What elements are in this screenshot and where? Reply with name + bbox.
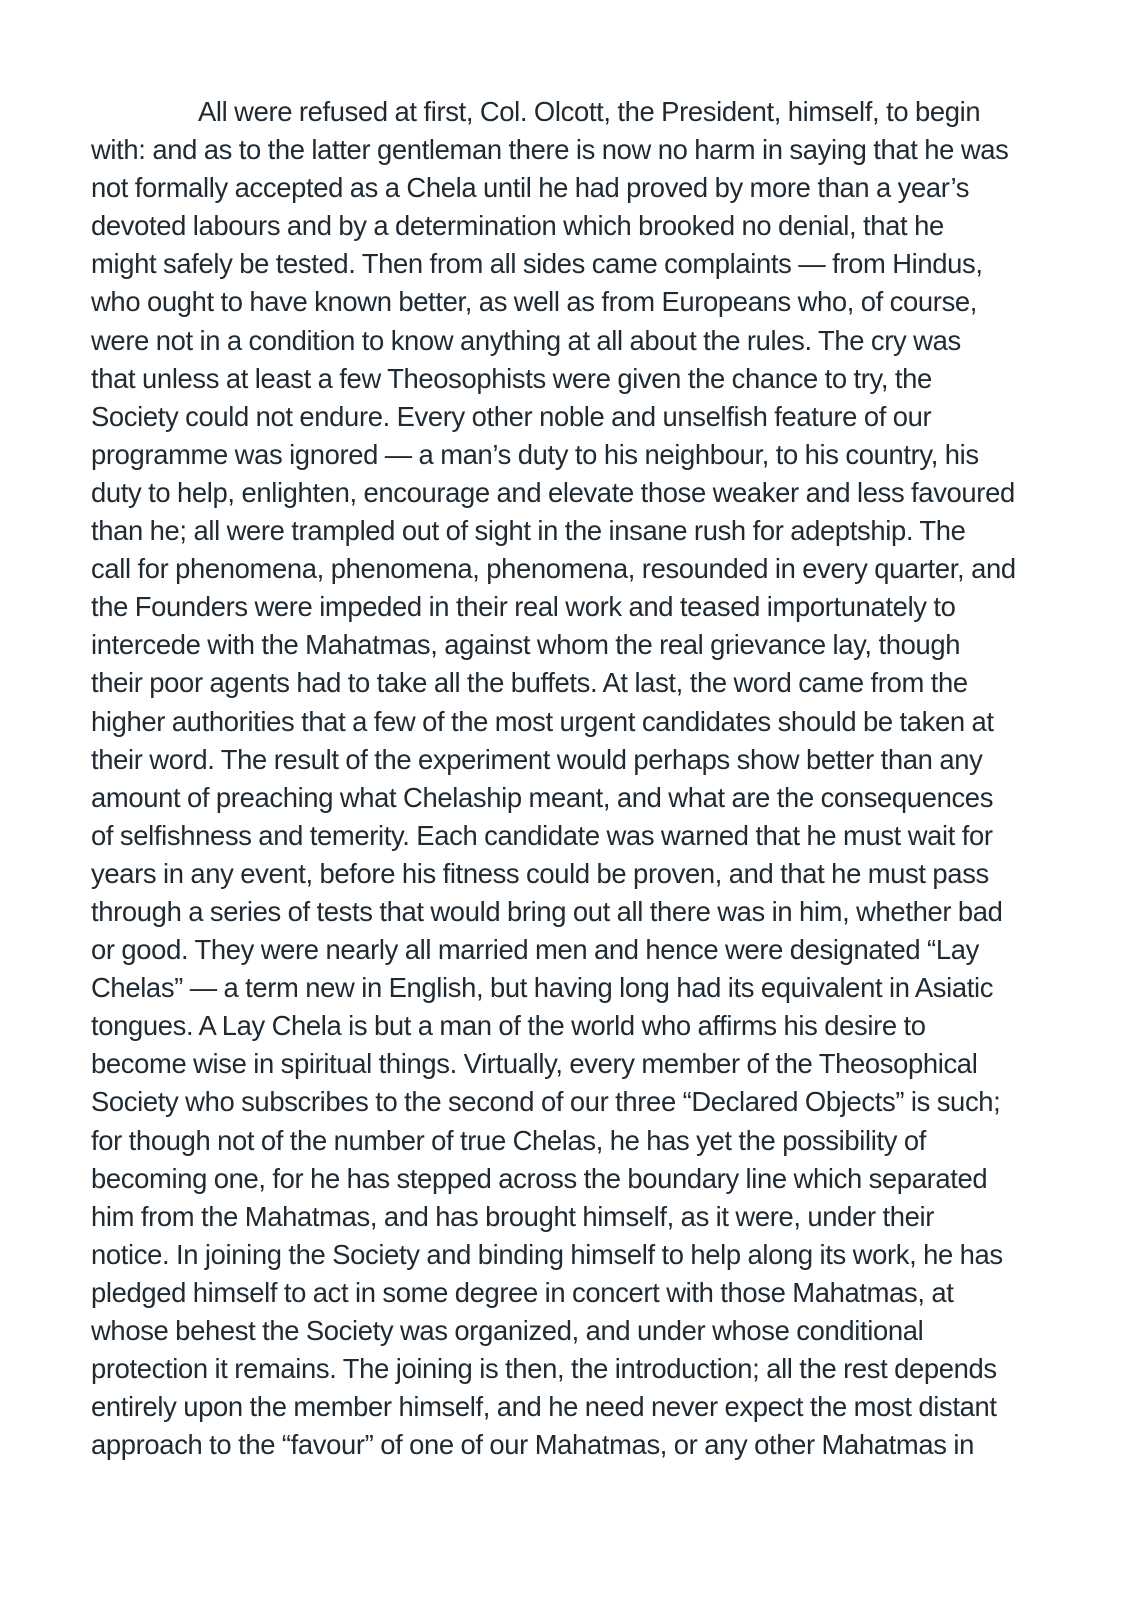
text-line: or good. They were nearly all married men and hence were designated “Lay — [91, 934, 979, 966]
text-line: might safely be tested. Then from all sides came complaints — from Hindus, — [91, 248, 983, 280]
text-line: than he; all were trampled out of sight in the insane rush for adeptship. The — [91, 515, 966, 547]
text-line: of selfishness and temerity. Each candidate was warned that he must wait for — [91, 819, 993, 851]
text-line: Society could not endure. Every other noble and unselfish feature of our — [91, 400, 932, 432]
text-line: their poor agents had to take all the buffets. At last, the word came from the — [91, 667, 968, 699]
text-line: were not in a condition to know anything at all about the rules. The cry was — [91, 324, 961, 356]
text-line: duty to help, enlighten, encourage and elevate those weaker and less favoured — [91, 476, 1015, 508]
text-line: devoted labours and by a determination which brooked no denial, that he — [91, 210, 944, 242]
text-line: years in any event, before his fitness could be proven, and that he must pass — [91, 857, 989, 889]
text-line: amount of preaching what Chelaship meant, and what are the consequences — [91, 781, 994, 813]
text-line: become wise in spiritual things. Virtually, every member of the Theosophical — [91, 1048, 978, 1080]
text-line: him from the Mahatmas, and has brought himself, as it were, under their — [91, 1200, 935, 1232]
text-line: Chelas” — a term new in English, but having long had its equivalent in Asiatic — [91, 972, 994, 1004]
text-line: not formally accepted as a Chela until he had proved by more than a year’s — [91, 172, 970, 204]
text-line: approach to the “favour” of one of our Mahatmas, or any other Mahatmas in — [91, 1429, 974, 1461]
text-line: All were refused at first, Col. Olcott, the President, himself, to begin — [198, 96, 981, 127]
text-line: their word. The result of the experiment would perhaps show better than any — [91, 743, 983, 775]
text-line: for though not of the number of true Chelas, he has yet the possibility of — [91, 1124, 926, 1156]
text-line: higher authorities that a few of the most urgent candidates should be taken at — [91, 705, 994, 737]
text-line: that unless at least a few Theosophists were given the chance to try, the — [91, 362, 932, 394]
body-paragraph — [91, 93, 1051, 1464]
text-line: pledged himself to act in some degree in concert with those Mahatmas, at — [91, 1276, 954, 1308]
text-line: whose behest the Society was organized, and under whose conditional — [91, 1315, 924, 1346]
text-line: becoming one, for he has stepped across the boundary line which separated — [91, 1162, 988, 1194]
text-line: notice. In joining the Society and binding himself to help along its work, he has — [91, 1238, 1003, 1270]
text-line: through a series of tests that would bring out all there was in him, whether bad — [91, 895, 1003, 927]
text-line: tongues. A Lay Chela is but a man of the world who affirms his desire to — [91, 1010, 926, 1042]
text-line: who ought to have known better, as well as from Europeans who, of course, — [91, 286, 978, 318]
text-line: Society who subscribes to the second of our three “Declared Objects” is such; — [91, 1086, 1001, 1118]
text-line: programme was ignored — a man’s duty to his neighbour, to his country, his — [91, 438, 979, 470]
text-line: entirely upon the member himself, and he need never expect the most distant — [91, 1391, 997, 1423]
text-line: call for phenomena, phenomena, phenomena, resounded in every quarter, and — [91, 553, 1016, 585]
text-line: intercede with the Mahatmas, against whom the real grievance lay, though — [91, 629, 961, 661]
text-line: protection it remains. The joining is then, the introduction; all the rest depends — [91, 1353, 997, 1385]
text-line: the Founders were impeded in their real work and teased importunately to — [91, 591, 956, 623]
text-line: with: and as to the latter gentleman there is now no harm in saying that he was — [91, 134, 1009, 166]
